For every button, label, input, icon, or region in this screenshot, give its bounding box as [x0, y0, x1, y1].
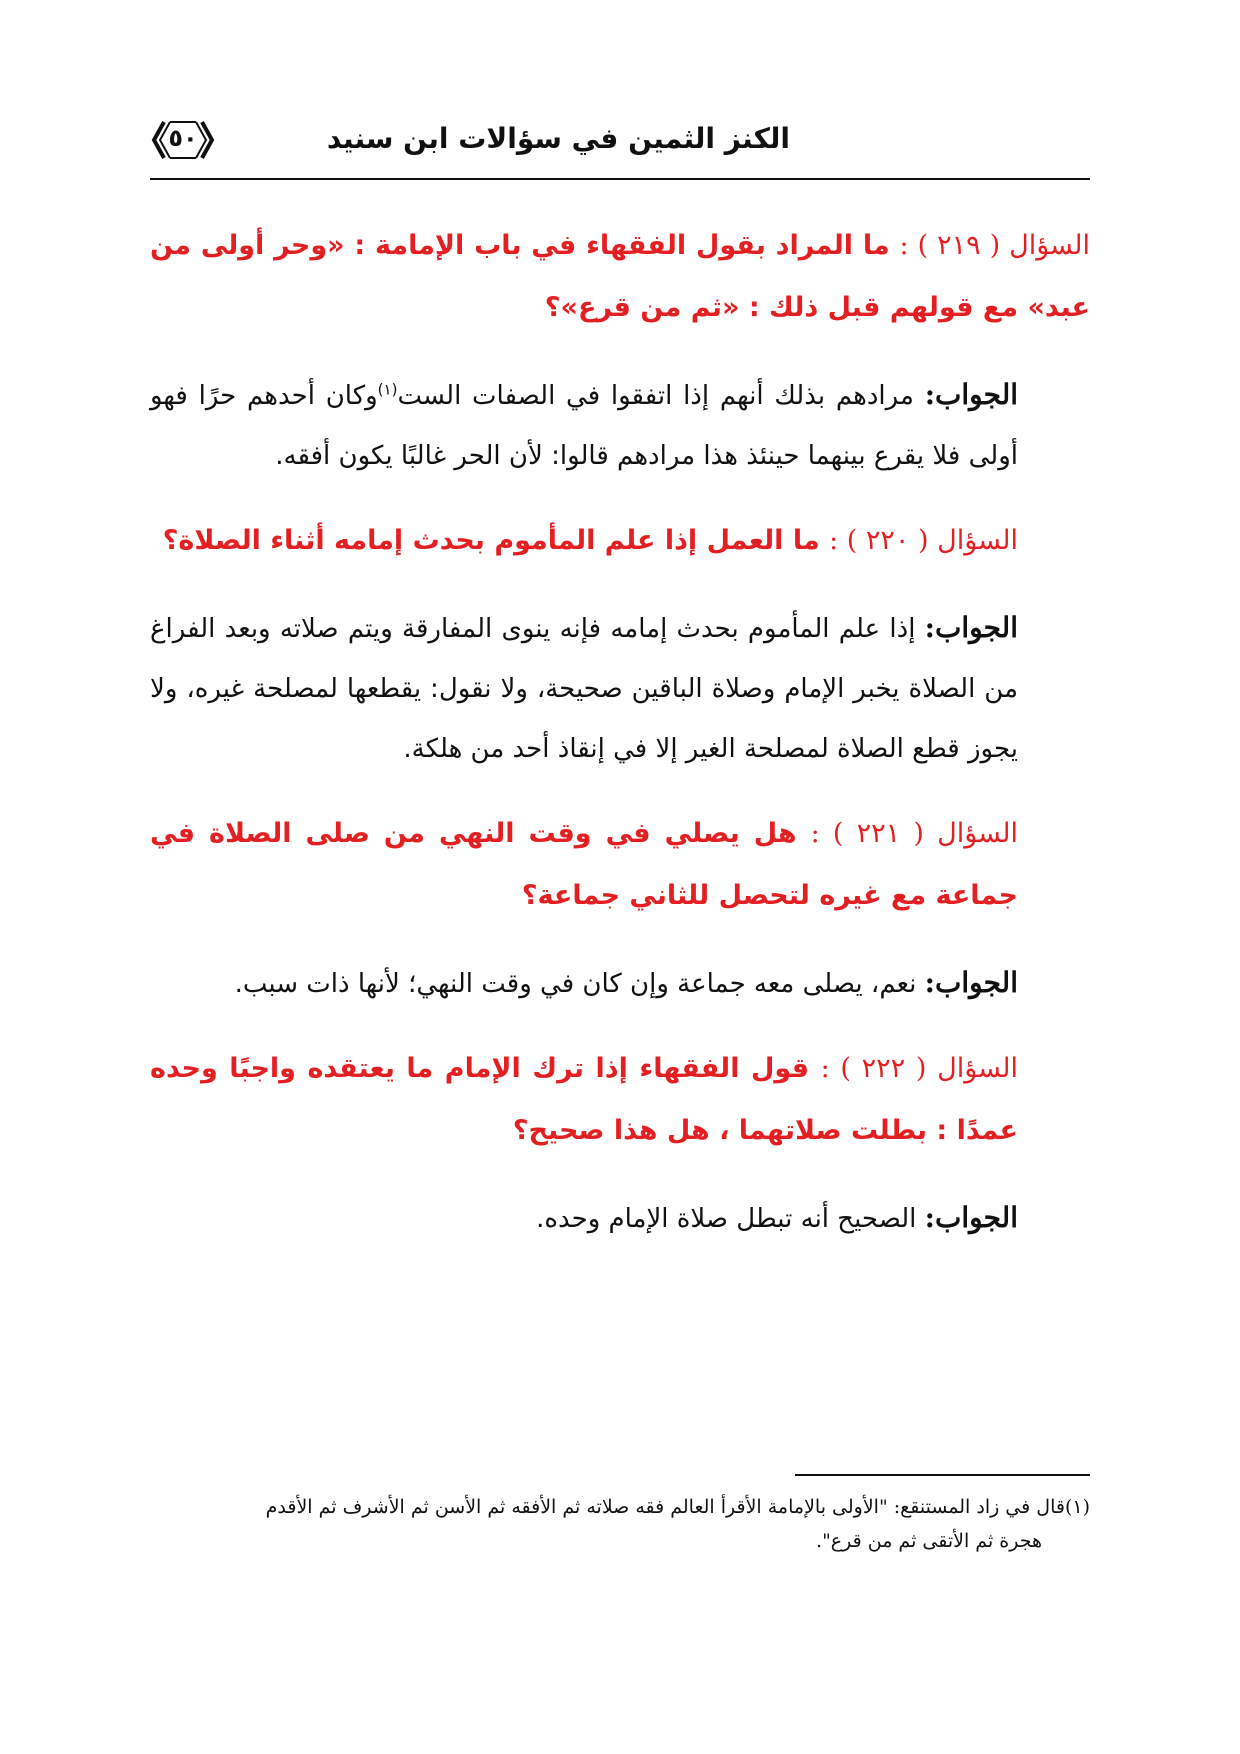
footnote-line: (١)قال في زاد المستنقع: "الأولى بالإمامة الأقرأ العالم فقه صلاته ثم الأفقه ثم الأسن ثم الأشرف ثم الأقدم	[265, 1496, 1090, 1518]
answer-text-continued: وكان أحدهم حرًا فهو أولى فلا يقرع بينهما حينئذ هذا مرادهم قالوا: لأن الحر غالبًا يكون أفقه.	[150, 381, 1018, 471]
answer-221	[150, 953, 1090, 1014]
answer-text: الصحيح أنه تبطل صلاة الإمام وحده.	[536, 1204, 917, 1234]
question-text: هل يصلي في وقت النهي من صلى الصلاة في جماعة مع غيره لتحصل للثاني جماعة؟	[150, 818, 1018, 911]
question-220	[150, 510, 1090, 572]
question-text: ما العمل إذا علم المأموم بحدث إمامه أثناء الصلاة؟	[162, 525, 820, 556]
footnote	[150, 1490, 1090, 1558]
question-text: ما المراد بقول الفقهاء في باب الإمامة : «وحر أولى من عبد» مع قولهم قبل ذلك : «ثم من قرع»؟	[150, 230, 1090, 323]
main-content	[150, 215, 1090, 1273]
answer-label: الجواب:	[924, 378, 1019, 411]
answer-text: نعم، يصلى معه جماعة وإن كان في وقت النهي؛ لأنها ذات سبب.	[234, 969, 917, 999]
question-219	[150, 215, 1090, 339]
question-prefix: السؤال ( ٢٢٠ ) :	[829, 525, 1018, 556]
page-number: ٥٠	[168, 124, 198, 152]
question-prefix: السؤال ( ٢١٩ ) :	[899, 230, 1090, 261]
answer-text: مرادهم بذلك أنهم إذا اتفقوا في الصفات الست	[397, 381, 914, 411]
header-divider	[150, 178, 1090, 180]
footnote-divider	[795, 1474, 1090, 1476]
question-222	[150, 1038, 1090, 1162]
answer-220	[150, 598, 1090, 779]
answer-label: الجواب:	[924, 611, 1018, 644]
page-header	[150, 108, 1090, 190]
answer-label: الجواب:	[924, 1201, 1018, 1234]
answer-219	[150, 365, 1090, 486]
answer-text: إذا علم المأموم بحدث إمامه فإنه ينوى المفارقة ويتم صلاته وبعد الفراغ من الصلاة يخبر الإمام وصلاة الباقين صحيحة، ولا نقول: يقطعها لمصلحة غيره، ولا يجوز قطع الصلاة لمصلحة الغير إلا في إنقاذ أحد من هلكة.	[150, 614, 1018, 764]
question-prefix: السؤال ( ٢٢١ ) :	[810, 818, 1018, 849]
question-text: قول الفقهاء إذا ترك الإمام ما يعتقده واجبًا وحده عمدًا : بطلت صلاتهما ، هل هذا صحيح؟	[150, 1053, 1018, 1146]
footnote-line: هجرة ثم الأتقى ثم من قرع".	[816, 1530, 1042, 1552]
question-prefix: السؤال ( ٢٢٢ ) :	[820, 1053, 1019, 1084]
answer-label: الجواب:	[924, 966, 1018, 999]
question-221	[150, 803, 1090, 927]
answer-222	[150, 1188, 1090, 1249]
footnote-ref: (١)	[377, 380, 398, 399]
book-title: الكنز الثمين في سؤالات ابن سنيد	[326, 122, 790, 155]
page-number-badge	[150, 118, 216, 162]
